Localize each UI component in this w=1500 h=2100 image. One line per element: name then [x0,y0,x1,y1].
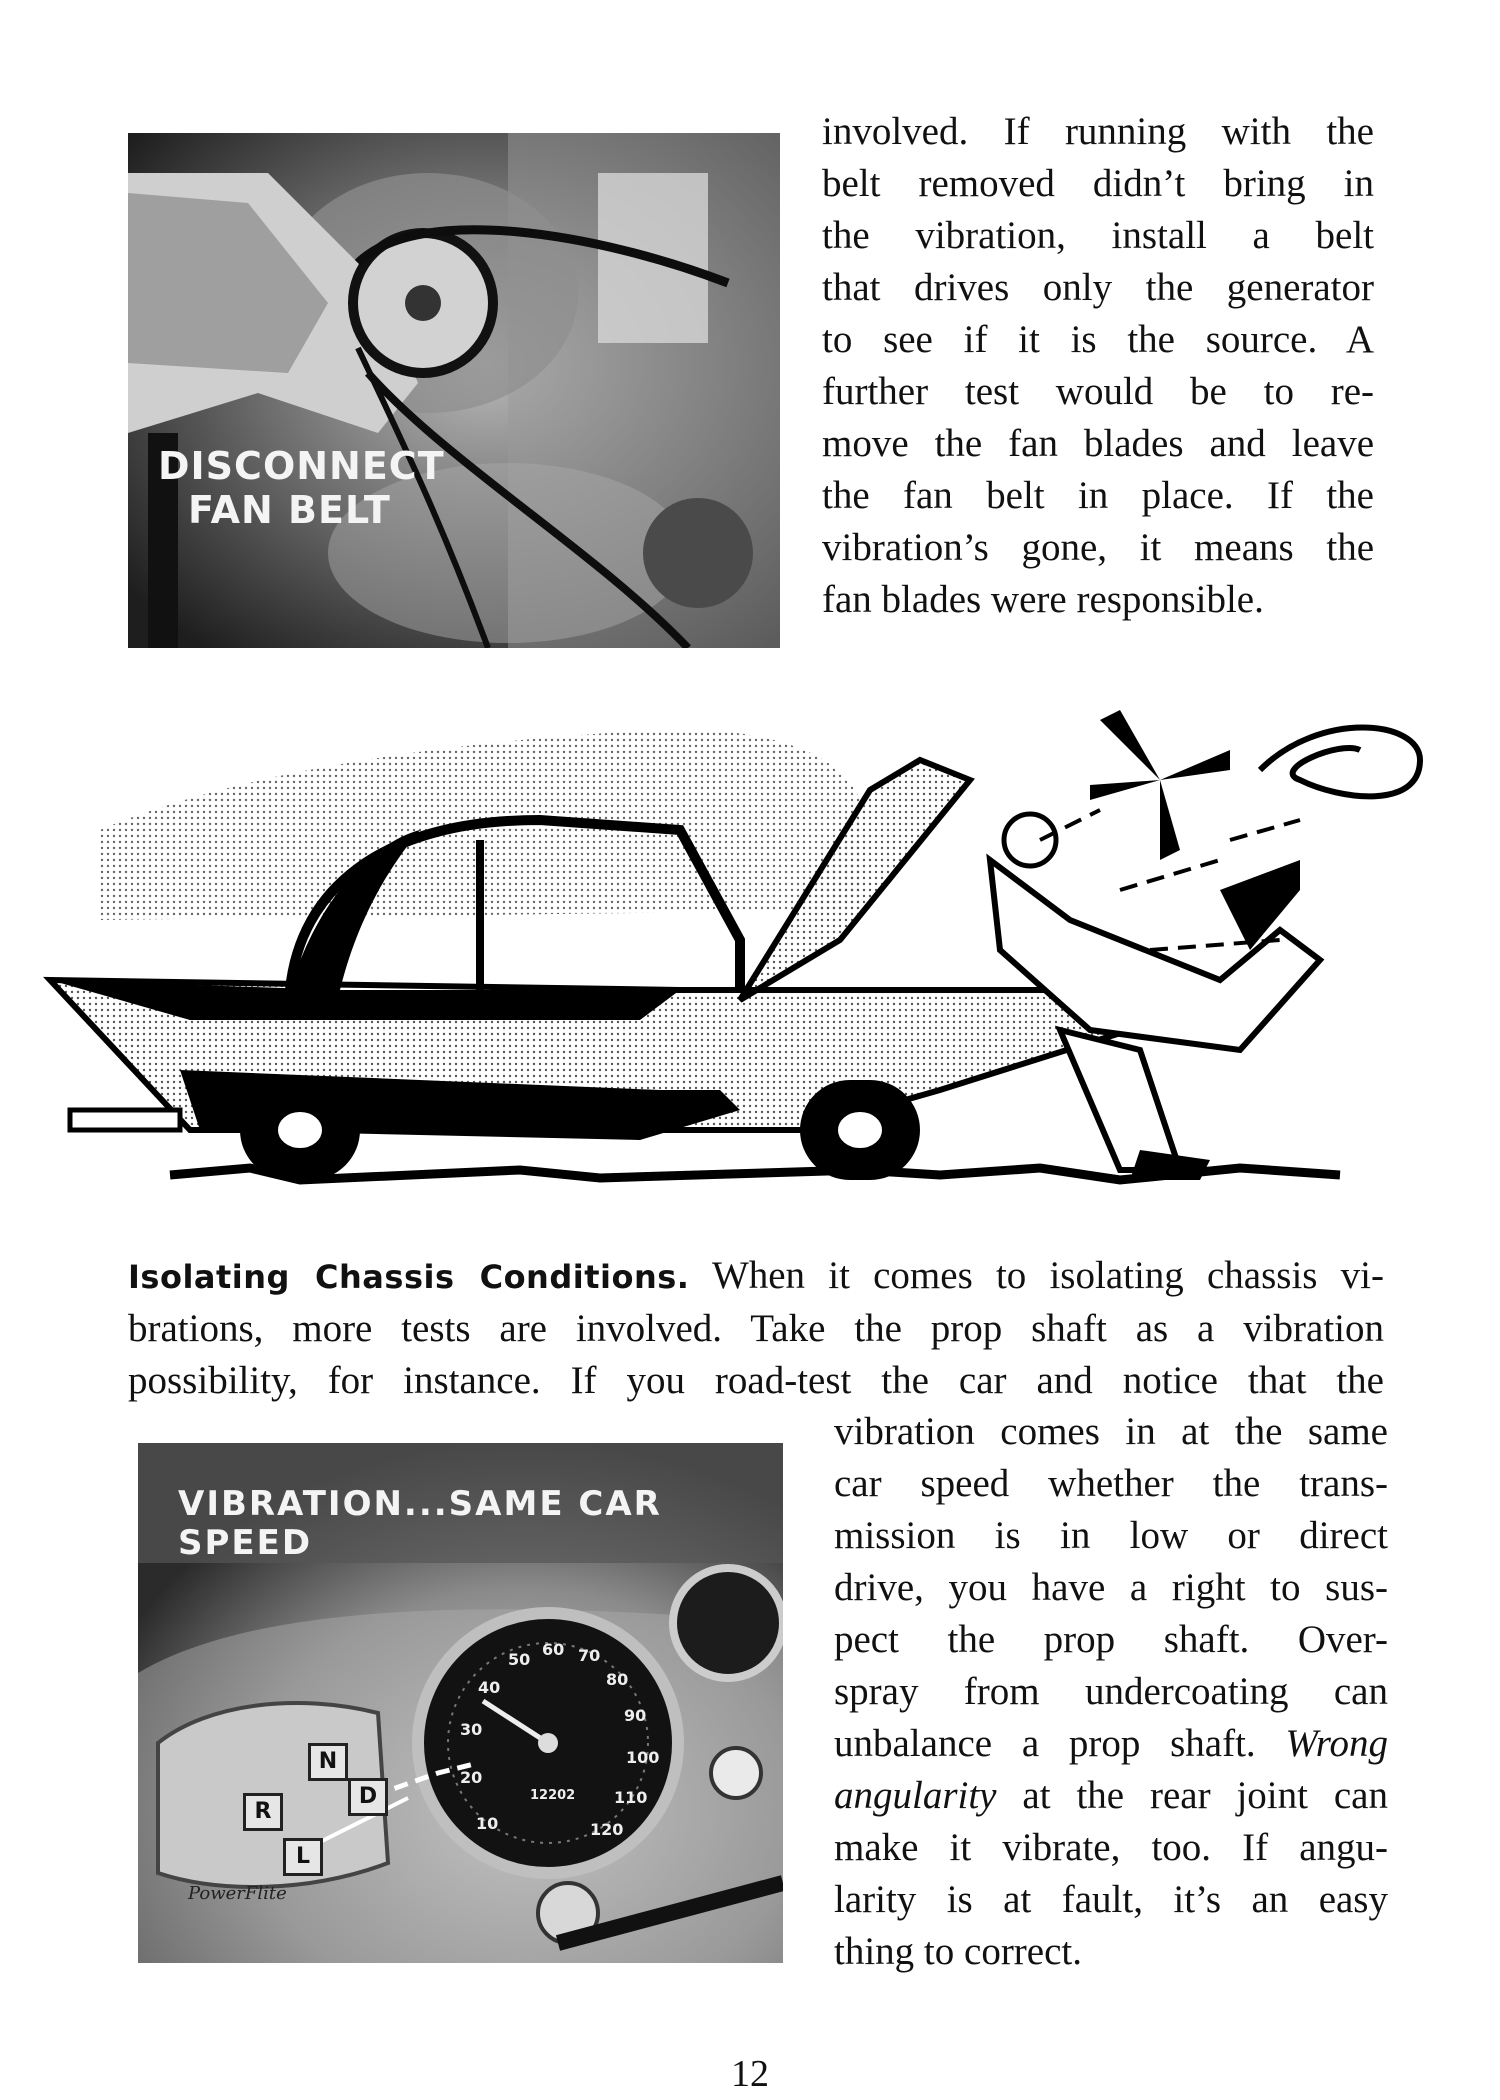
text-line: pect the prop shaft. Over- [834,1618,1388,1661]
caption-line-2: FAN BELT [188,487,391,532]
flying-fan-belt [1260,728,1420,797]
gear-button-l [283,1838,323,1876]
text-line: vibration comes in at the same [834,1410,1388,1453]
speed-mark-40: 40 [478,1678,501,1697]
speed-mark-10: 10 [476,1814,499,1833]
gear-label: L [295,1844,311,1869]
text-line: thing to correct. [834,1930,1082,1973]
text-line: involved. If running with the [822,110,1374,153]
speed-mark-50: 50 [508,1650,531,1669]
prop-shaft-paragraph [834,1406,1388,1978]
gear-button-d [348,1778,388,1816]
section-heading: Isolating Chassis Conditions. [128,1258,690,1296]
engine-illustration [128,133,780,648]
text-line: When it comes to isolating chassis vi- [689,1254,1384,1297]
car-cartoon-illustration [40,690,1460,1210]
powerflite-script: PowerFlite [188,1883,287,1904]
text-line: vibration’s gone, it means the [822,526,1374,569]
caption-line-1: DISCONNECT [158,444,445,488]
text-line: move the fan blades and leave [822,422,1374,465]
front-wheel [240,1080,360,1180]
chassis-intro-paragraph [128,1250,1384,1407]
speed-mark-80: 80 [606,1670,629,1689]
text-line: that drives only the generator [822,266,1374,309]
rear-wheel [800,1080,920,1180]
gear-label: R [254,1799,272,1824]
text-line: to see if it is the source. A [822,318,1374,361]
speedometer-photo [138,1443,783,1963]
italic-angularity: angularity [834,1774,997,1817]
page-number: 12 [731,2053,769,2095]
text-line: brations, more tests are involved. Take the prop shaft as a vibration [128,1307,1384,1350]
speed-mark-90: 90 [624,1706,647,1725]
text-line: the vibration, install a belt [822,214,1374,257]
speed-mark-60: 60 [542,1640,565,1659]
gear-label: D [358,1784,378,1809]
top-paragraph [822,106,1374,626]
text-line: further test would be to re- [822,370,1374,413]
text-line: mission is in low or direct [834,1514,1388,1557]
speedometer-numbers [438,1628,668,1858]
italic-wrong: Wrong [1285,1722,1388,1765]
speed-mark-70: 70 [578,1646,601,1665]
text-line: the fan belt in place. If the [822,474,1374,517]
flying-fan-blade [1090,710,1230,860]
speed-mark-120: 120 [590,1820,624,1839]
gear-button-n [308,1743,348,1781]
speed-mark-30: 30 [460,1720,483,1739]
disconnect-fan-belt-caption [158,445,445,532]
text-line: car speed whether the trans- [834,1462,1388,1505]
text-line: make it vibrate, too. If angu- [834,1826,1388,1869]
speed-mark-110: 110 [614,1788,648,1807]
gear-label: N [318,1749,338,1774]
text-line: at the rear joint can [996,1774,1388,1817]
text-line: fan blades were responsible. [822,578,1264,621]
speed-mark-20: 20 [460,1768,483,1787]
text-line: drive, you have a right to sus- [834,1566,1388,1609]
fan-belt-photo [128,133,780,648]
text-line: larity is at fault, it’s an easy [834,1878,1388,1921]
text-line: belt removed didn’t bring in [822,162,1374,205]
speed-mark-100: 100 [626,1748,660,1767]
text-line: spray from undercoating can [834,1670,1388,1713]
vibration-caption: VIBRATION...SAME CAR SPEED [178,1484,662,1564]
text-line: possibility, for instance. If you road-test the car and notice that the [128,1359,1384,1402]
odometer: 12202 [530,1788,576,1803]
text-line: unbalance a prop shaft. [834,1722,1256,1765]
gear-button-r [243,1793,283,1831]
